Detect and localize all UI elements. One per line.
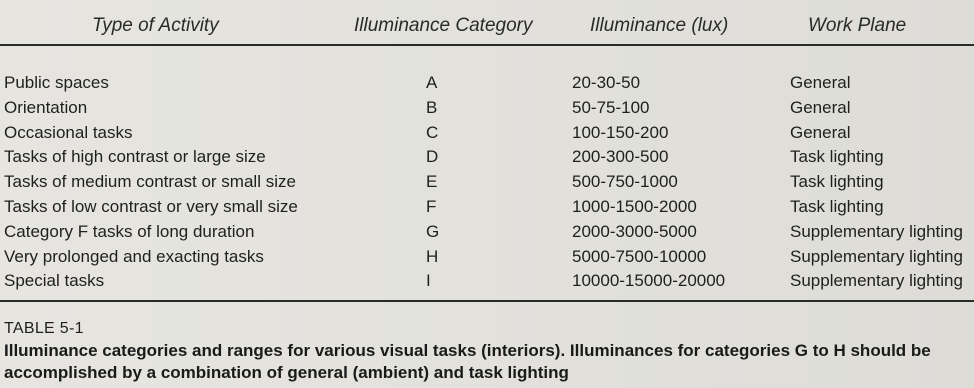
cell-activity: Tasks of high contrast or large size <box>4 147 266 167</box>
cell-illuminance: 500-750-1000 <box>572 172 678 192</box>
cell-illuminance: 50-75-100 <box>572 97 650 117</box>
cell-activity: Category F tasks of long duration <box>4 221 255 241</box>
cell-work-plane: General <box>790 122 851 142</box>
table-bottom-rule <box>0 300 974 302</box>
table-row <box>0 195 974 220</box>
cell-illuminance: 5000-7500-10000 <box>572 246 707 266</box>
cell-category: B <box>426 97 438 117</box>
cell-activity: Special tasks <box>4 271 105 291</box>
cell-category: F <box>426 196 437 216</box>
cell-category: H <box>426 246 439 266</box>
table-top-rule <box>0 44 974 46</box>
cell-work-plane: General <box>790 73 851 92</box>
cell-activity: Occasional tasks <box>4 122 133 142</box>
table-row <box>0 220 974 245</box>
table-row <box>0 96 974 121</box>
table-row <box>0 245 974 270</box>
cell-illuminance: 2000-3000-5000 <box>572 221 697 241</box>
cell-category: G <box>426 221 440 241</box>
cell-illuminance: 100-150-200 <box>572 122 669 142</box>
cell-work-plane: Task lighting <box>790 172 884 192</box>
cell-category: E <box>426 172 438 192</box>
column-header-category: Illuminance Category <box>354 15 533 36</box>
caption-text: Illuminance categories and ranges for various visual tasks (interiors). Illuminances for categories G to H should be accomplished by a combination of general (ambient) and task lighting <box>4 341 931 382</box>
column-header-illuminance: Illuminance (lux) <box>590 15 729 36</box>
cell-work-plane: Supplementary lighting <box>790 221 963 241</box>
cell-activity: Tasks of low contrast or very small size <box>4 196 298 216</box>
cell-category: D <box>426 147 439 167</box>
cell-activity: Orientation <box>4 97 88 117</box>
table-row <box>0 145 974 170</box>
cell-work-plane: General <box>790 97 851 117</box>
cell-work-plane: Supplementary lighting <box>790 271 963 291</box>
cell-activity: Tasks of medium contrast or small size <box>4 172 296 192</box>
cell-activity: Very prolonged and exacting tasks <box>4 246 264 266</box>
cell-work-plane: Supplementary lighting <box>790 246 963 266</box>
table-row <box>0 170 974 195</box>
column-header-work-plane: Work Plane <box>808 15 907 36</box>
table-caption <box>4 318 964 384</box>
table-number: TABLE 5-1 <box>4 320 84 337</box>
table-body <box>0 71 974 294</box>
cell-category: A <box>426 73 438 92</box>
cell-illuminance: 1000-1500-2000 <box>572 196 697 216</box>
cell-category: I <box>426 271 431 291</box>
cell-illuminance: 200-300-500 <box>572 147 669 167</box>
column-header-activity: Type of Activity <box>92 15 219 36</box>
cell-illuminance: 20-30-50 <box>572 73 641 92</box>
cell-category: C <box>426 122 439 142</box>
cell-work-plane: Task lighting <box>790 196 884 216</box>
cell-activity: Public spaces <box>4 73 109 92</box>
cell-work-plane: Task lighting <box>790 147 884 167</box>
cell-illuminance: 10000-15000-20000 <box>572 271 726 291</box>
table-row <box>0 269 974 294</box>
table-row <box>0 71 974 96</box>
table-row <box>0 121 974 146</box>
